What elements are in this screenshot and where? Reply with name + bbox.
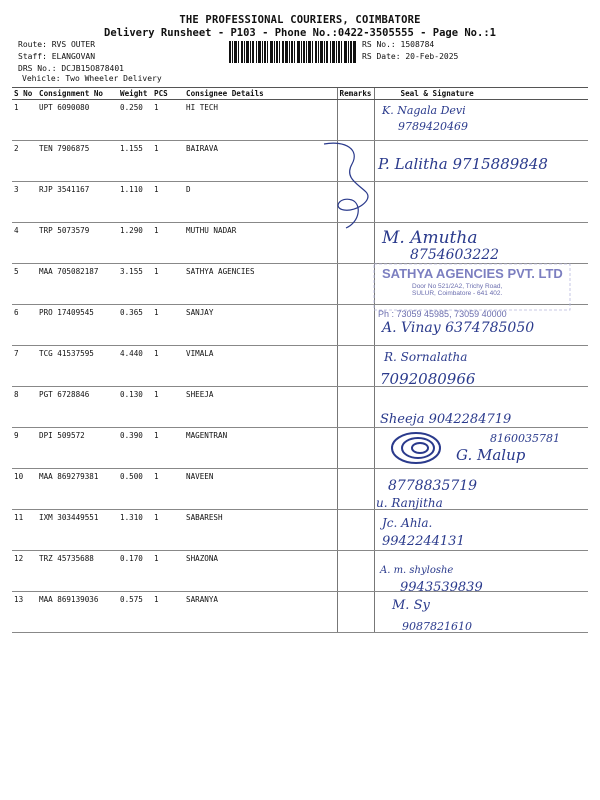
cell-sno: 6 (12, 305, 37, 346)
cell-remarks (337, 551, 374, 592)
signature-row7: R. Sornalatha (384, 350, 468, 364)
cell-consignee: SHAZONA (184, 551, 337, 592)
cell-sno: 10 (12, 469, 37, 510)
cell-remarks (337, 264, 374, 305)
cell-weight: 1.155 (118, 141, 152, 182)
cell-consignment: MAA 705082187 (37, 264, 118, 305)
table-row (12, 592, 588, 633)
table-row (12, 223, 588, 264)
cell-pcs: 1 (152, 510, 184, 551)
stamp-address (412, 283, 502, 297)
cell-consignee: HI TECH (184, 100, 337, 141)
table-row (12, 551, 588, 592)
cell-consignment: RJP 3541167 (37, 182, 118, 223)
rs-number: RS No.: 1508784 (362, 40, 435, 49)
cell-sno: 7 (12, 346, 37, 387)
cell-weight: 0.365 (118, 305, 152, 346)
cell-weight: 1.110 (118, 182, 152, 223)
cell-pcs: 1 (152, 469, 184, 510)
runsheet-subtitle: Delivery Runsheet - P103 - Phone No.:0422-3505555 - Page No.:1 (104, 27, 496, 39)
cell-weight: 1.290 (118, 223, 152, 264)
table-row (12, 346, 588, 387)
cell-pcs: 1 (152, 182, 184, 223)
phone-row10: 8778835719 (388, 478, 478, 494)
col-consignment: Consignment No (37, 88, 118, 100)
cell-consignment: PGT 6728846 (37, 387, 118, 428)
cell-consignment: TEN 7906875 (37, 141, 118, 182)
cell-sno: 3 (12, 182, 37, 223)
cell-pcs: 1 (152, 551, 184, 592)
staff-label: Staff: ELANGOVAN (18, 52, 96, 61)
cell-sno: 11 (12, 510, 37, 551)
phone-row1: 9789420469 (398, 120, 468, 133)
route-label: Route: RVS OUTER (18, 40, 96, 49)
cell-remarks (337, 100, 374, 141)
col-sno: S No (12, 88, 37, 100)
cell-pcs: 1 (152, 305, 184, 346)
cell-weight: 0.575 (118, 592, 152, 633)
signature-row1: K. Nagala Devi (382, 104, 466, 117)
cell-consignment: TRZ 45735688 (37, 551, 118, 592)
cell-weight: 0.390 (118, 428, 152, 469)
cell-consignment: MAA 869279381 (37, 469, 118, 510)
cell-remarks (337, 346, 374, 387)
cell-pcs: 1 (152, 264, 184, 305)
phone-row12: 9943539839 (400, 580, 483, 595)
cell-consignee: MAGENTRAN (184, 428, 337, 469)
cell-pcs: 1 (152, 428, 184, 469)
cell-consignment: MAA 869139036 (37, 592, 118, 633)
signature-row12: A. m. shyloshe (380, 565, 454, 576)
cell-sno: 5 (12, 264, 37, 305)
cell-consignee: VIMALA (184, 346, 337, 387)
cell-weight: 1.310 (118, 510, 152, 551)
cell-weight: 0.250 (118, 100, 152, 141)
col-seal-signature: Seal & Signature (374, 88, 588, 100)
pen-scribble-mark (316, 140, 378, 232)
rs-date: RS Date: 20-Feb-2025 (362, 52, 459, 61)
cell-weight: 4.440 (118, 346, 152, 387)
cell-weight: 0.500 (118, 469, 152, 510)
cell-pcs: 1 (152, 346, 184, 387)
cell-sno: 4 (12, 223, 37, 264)
phone-row7: 7092080966 (380, 370, 476, 388)
cell-signature (374, 182, 588, 223)
cell-consignee: NAVEEN (184, 469, 337, 510)
cell-remarks (337, 387, 374, 428)
signature-row13: M. Sy (392, 598, 430, 613)
cell-consignee: SATHYA AGENCIES (184, 264, 337, 305)
cell-consignee: SANJAY (184, 305, 337, 346)
table-row (12, 510, 588, 551)
signature-row11: Jc. Ahla. (382, 516, 433, 530)
cell-consignment: TRP 5073579 (37, 223, 118, 264)
col-pcs: PCS (152, 88, 184, 100)
cell-sno: 2 (12, 141, 37, 182)
signature-row10: u. Ranjitha (376, 496, 443, 510)
ink-scribble-mark (388, 428, 448, 468)
cell-sno: 8 (12, 387, 37, 428)
cell-weight: 0.130 (118, 387, 152, 428)
cell-consignee: D (184, 182, 337, 223)
col-weight: Weight (118, 88, 152, 100)
barcode-image (229, 41, 356, 63)
cell-remarks (337, 510, 374, 551)
signature-row8: Sheeja 9042284719 (380, 412, 512, 427)
signature-row9: G. Malup (456, 446, 526, 464)
cell-remarks (337, 592, 374, 633)
cell-consignee: SHEEJA (184, 387, 337, 428)
table-row (12, 100, 588, 141)
table-row (12, 182, 588, 223)
col-remarks: Remarks (337, 88, 374, 100)
cell-consignment: DPI 509572 (37, 428, 118, 469)
cell-consignment: PRO 17409545 (37, 305, 118, 346)
cell-weight: 3.155 (118, 264, 152, 305)
phone-row9: 8160035781 (490, 432, 560, 445)
cell-remarks (337, 428, 374, 469)
cell-pcs: 1 (152, 387, 184, 428)
cell-sno: 12 (12, 551, 37, 592)
stamp-address-line2: SULUR, Coimbatore - 641 402. (412, 290, 503, 297)
cell-consignment: IXM 303449551 (37, 510, 118, 551)
signature-row2: P. Lalitha 9715889848 (378, 155, 548, 173)
cell-sno: 9 (12, 428, 37, 469)
stamp-address-line1: Door No 521/2A2, Trichy Road, (412, 283, 503, 290)
cell-consignee: BAIRAVA (184, 141, 337, 182)
phone-row13: 9087821610 (402, 620, 472, 633)
cell-consignment: TCG 41537595 (37, 346, 118, 387)
cell-pcs: 1 (152, 223, 184, 264)
cell-consignee: SARANYA (184, 592, 337, 633)
cell-pcs: 1 (152, 592, 184, 633)
vehicle-label: Vehicle: Two Wheeler Delivery (22, 74, 162, 83)
table-row (12, 469, 588, 510)
signature-row4: M. Amutha (382, 228, 478, 248)
col-consignee: Consignee Details (184, 88, 337, 100)
cell-consignment: UPT 6090080 (37, 100, 118, 141)
cell-remarks (337, 469, 374, 510)
phone-row4: 8754603222 (410, 247, 500, 263)
cell-sno: 13 (12, 592, 37, 633)
company-title: THE PROFESSIONAL COURIERS, COIMBATORE (179, 14, 421, 26)
cell-pcs: 1 (152, 141, 184, 182)
stamp-phone: Ph : 73059 45985, 73059 40000 (378, 309, 507, 319)
cell-remarks (337, 305, 374, 346)
cell-weight: 0.170 (118, 551, 152, 592)
cell-sno: 1 (12, 100, 37, 141)
drs-number: DRS No.: DCJB15O878401 (18, 64, 124, 73)
cell-consignee: SABARESH (184, 510, 337, 551)
table-header-row (12, 88, 588, 100)
signature-row6: A. Vinay 6374785050 (382, 320, 535, 336)
stamp-company-name: SATHYA AGENCIES PVT. LTD (382, 266, 563, 281)
phone-row11: 9942244131 (382, 534, 465, 549)
cell-consignee: MUTHU NADAR (184, 223, 337, 264)
cell-pcs: 1 (152, 100, 184, 141)
